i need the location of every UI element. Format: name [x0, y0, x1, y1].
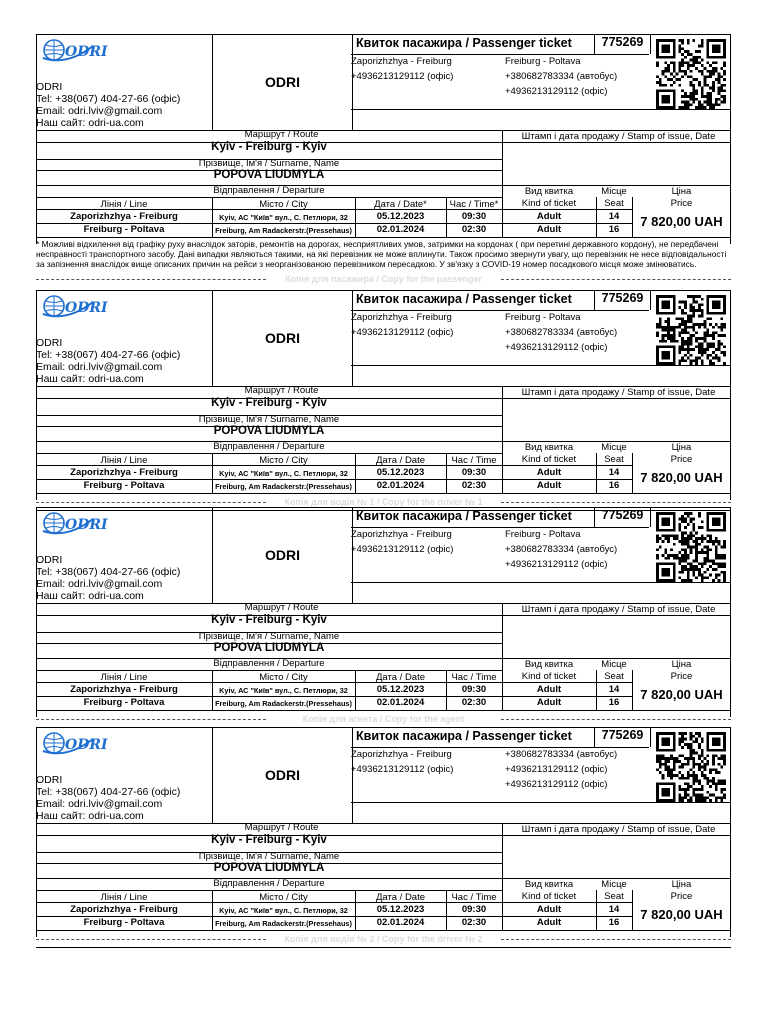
agency-email: Email: odri.lviv@gmail.com — [36, 798, 163, 810]
agency-tel: Tel: +38(067) 404-27-66 (офіс) — [36, 349, 181, 361]
copy-label: Копія для водія № 2 / Copy for the driver № 2 — [284, 934, 483, 944]
route-contact-line: +4936213129112 (офіс) — [351, 764, 454, 775]
header-time: Час / Time — [451, 455, 497, 466]
stamp-label: Штамп і дата продажу / Stamp of issue, Date — [521, 824, 716, 835]
header-price-ua: Ціна — [671, 659, 692, 670]
header-seat-en: Seat — [604, 198, 624, 209]
header-line: Лінія / Line — [100, 892, 148, 903]
agency-site: Наш сайт: odri-ua.com — [36, 373, 144, 385]
header-seat-ua: Місце — [601, 659, 627, 670]
ticket-number: 775269 — [594, 290, 651, 310]
route-contact-line: +4936213129112 (офіс) — [351, 544, 454, 555]
table-bottom-rule — [36, 493, 731, 494]
name-label: Прізвище, Ім'я / Surname, Name — [198, 631, 340, 642]
ticket-price: 7 820,00 UAH — [640, 687, 723, 702]
row-line: Freiburg - Poltava — [83, 224, 165, 235]
ticket-price: 7 820,00 UAH — [640, 470, 723, 485]
row-time: 09:30 — [461, 684, 487, 695]
agency-tel: Tel: +38(067) 404-27-66 (офіс) — [36, 566, 181, 578]
header-seat-ua: Місце — [601, 442, 627, 453]
ticket-header-rule — [351, 802, 731, 803]
agency-name: ODRI — [36, 81, 63, 93]
ticket-copy — [36, 34, 731, 284]
row-seat: 16 — [608, 224, 620, 235]
route-contacts-left — [351, 310, 501, 340]
route-contact-line: Freiburg - Poltava — [505, 56, 581, 67]
qr-code-icon — [656, 39, 726, 109]
passenger-name: POPOVA LIUDMYLA — [213, 169, 325, 181]
header-date: Дата / Date — [375, 455, 426, 466]
row-kind: Adult — [536, 917, 562, 928]
ticket-header — [351, 507, 731, 603]
route-contact-line: +380682783334 (автобус) — [505, 544, 618, 555]
table-header-top-rule — [36, 197, 502, 198]
row-seat: 14 — [608, 211, 620, 222]
ticket-header — [351, 727, 731, 823]
row-time: 09:30 — [461, 211, 487, 222]
agency-contacts — [36, 81, 211, 129]
row-city: Kyiv, АС "Київ" вул., С. Петлюри, 32 — [219, 213, 348, 222]
header-seat-ua: Місце — [601, 186, 627, 197]
header-kind-en: Kind of ticket — [521, 198, 577, 209]
table-bottom-rule — [36, 930, 731, 931]
ticket-copy — [36, 507, 731, 722]
row-date: 05.12.2023 — [376, 904, 425, 915]
agency-name: ODRI — [265, 547, 300, 563]
route-contact-line: +380682783334 (автобус) — [505, 327, 618, 338]
agency-site: Наш сайт: odri-ua.com — [36, 590, 144, 602]
row-city: Freiburg, Am Radackerstr.(Pressehaus) — [215, 919, 352, 928]
table-header-top-rule — [36, 453, 502, 454]
route-contact-line: +4936213129112 (офіс) — [505, 764, 608, 775]
header-price-ua: Ціна — [671, 879, 692, 890]
odri-logo-icon — [41, 292, 108, 322]
header-line: Лінія / Line — [100, 455, 148, 466]
header-kind-ua: Вид квитка — [524, 442, 574, 453]
row-date: 05.12.2023 — [376, 211, 425, 222]
agency-tel: Tel: +38(067) 404-27-66 (офіс) — [36, 786, 181, 798]
cut-line-left — [36, 719, 266, 720]
route-contact-line: +4936213129112 (офіс) — [351, 71, 454, 82]
row-city: Kyiv, АС "Київ" вул., С. Петлюри, 32 — [219, 906, 348, 915]
name-label: Прізвище, Ім'я / Surname, Name — [198, 414, 340, 425]
ticket-price: 7 820,00 UAH — [640, 907, 723, 922]
cut-line-left — [36, 279, 266, 280]
stamp-label: Штамп і дата продажу / Stamp of issue, Date — [521, 387, 716, 398]
row-date: 02.01.2024 — [376, 480, 425, 491]
route-contact-line: +380682783334 (автобус) — [505, 749, 618, 760]
ticket-header — [351, 34, 731, 130]
row-city: Freiburg, Am Radackerstr.(Pressehaus) — [215, 226, 352, 235]
route-value: Kyiv - Freiburg - Kyiv — [211, 834, 327, 846]
row-line: Zaporizhzhya - Freiburg — [70, 684, 178, 695]
agency-email: Email: odri.lviv@gmail.com — [36, 105, 163, 117]
agency-name-box — [212, 727, 353, 823]
row-date: 02.01.2024 — [376, 917, 425, 928]
header-price-ua: Ціна — [671, 186, 692, 197]
copy-label: Копія для водія № 1 / Copy for the driver № 1 — [284, 497, 483, 507]
row-seat: 16 — [608, 917, 620, 928]
row-date: 02.01.2024 — [376, 224, 425, 235]
row-time: 02:30 — [461, 224, 487, 235]
route-contact-line: Zaporizhzhya - Freiburg — [351, 529, 452, 540]
route-contact-line: Freiburg - Poltava — [505, 529, 581, 540]
row-kind: Adult — [536, 684, 562, 695]
row-city: Kyiv, АС "Київ" вул., С. Петлюри, 32 — [219, 469, 348, 478]
row-time: 02:30 — [461, 480, 487, 491]
row-date: 05.12.2023 — [376, 684, 425, 695]
route-contacts-left — [351, 747, 501, 777]
stamp-label: Штамп і дата продажу / Stamp of issue, Date — [521, 131, 716, 142]
header-city: Місто / City — [259, 455, 308, 466]
agency-name: ODRI — [265, 767, 300, 783]
ticket-price: 7 820,00 UAH — [640, 214, 723, 229]
route-contact-line: +4936213129112 (офіс) — [505, 86, 608, 97]
header-time: Час / Time* — [449, 199, 499, 210]
passenger-name: POPOVA LIUDMYLA — [213, 862, 325, 874]
header-time: Час / Time — [451, 672, 497, 683]
header-time: Час / Time — [451, 892, 497, 903]
table-header-upper-rule — [36, 441, 731, 442]
row-line: Freiburg - Poltava — [83, 917, 165, 928]
qr-code-icon — [656, 295, 726, 365]
ticket-header-rule — [351, 365, 731, 366]
route-contacts-left — [351, 54, 501, 84]
ticket-number: 775269 — [594, 507, 651, 527]
cut-line-right — [501, 719, 731, 720]
row-kind: Adult — [536, 904, 562, 915]
ticket-header-rule — [351, 582, 731, 583]
disclaimer-note: * Можливі відхилення від графіку руху внаслідок заторів, ремонтів на дорогах, несприятливих умов, затримки на кордонах ( при перетині державного кордону), не передбачені несправності транспортного засобу. Дані випадки являються такими, на які перевізник не може вплинути. Також просимо звернути увагу, що перевізник не несе відповідальності за запізнення внаслідок вище описаних причин на рейси з неорганізованою перевізником пересадкою. У зв'язку з COVID-19 номер посадкового місця може змінюватись. — [36, 239, 727, 270]
svg-text:ODRI: ODRI — [65, 517, 108, 533]
qr-code-icon — [656, 512, 726, 582]
agency-email: Email: odri.lviv@gmail.com — [36, 361, 163, 373]
table-header-upper-rule — [36, 878, 731, 879]
route-value: Kyiv - Freiburg - Kyiv — [211, 141, 327, 153]
agency-contacts — [36, 774, 211, 822]
ticket-number: 775269 — [594, 34, 651, 54]
copy-bottom-rule — [36, 947, 731, 948]
header-city: Місто / City — [259, 672, 308, 683]
row-time: 09:30 — [461, 467, 487, 478]
row-seat: 14 — [608, 467, 620, 478]
departure-label: Відправлення / Departure — [213, 658, 325, 669]
row-kind: Adult — [536, 224, 562, 235]
header-kind-en: Kind of ticket — [521, 671, 577, 682]
ticket-title: Квиток пасажира / Passenger ticket — [356, 509, 572, 523]
header-price-en: Price — [670, 891, 693, 902]
row-line: Freiburg - Poltava — [83, 480, 165, 491]
copy-label: Копія для пасажира / Copy for the passenger — [285, 274, 482, 284]
odri-logo-icon — [41, 729, 108, 759]
route-contact-line: Zaporizhzhya - Freiburg — [351, 56, 452, 67]
row-city: Freiburg, Am Radackerstr.(Pressehaus) — [215, 699, 352, 708]
route-contacts-right — [505, 527, 655, 572]
ticket-title: Квиток пасажира / Passenger ticket — [356, 292, 572, 306]
row-seat: 16 — [608, 480, 620, 491]
header-line: Лінія / Line — [100, 199, 148, 210]
header-price-en: Price — [670, 198, 693, 209]
agency-email: Email: odri.lviv@gmail.com — [36, 578, 163, 590]
header-seat-en: Seat — [604, 454, 624, 465]
header-price-en: Price — [670, 671, 693, 682]
row-time: 02:30 — [461, 697, 487, 708]
cut-line-right — [501, 279, 731, 280]
table-header-bottom-rule — [36, 682, 632, 683]
ticket-header — [351, 290, 731, 386]
route-contact-line: +4936213129112 (офіс) — [505, 342, 608, 353]
route-value: Kyiv - Freiburg - Kyiv — [211, 614, 327, 626]
route-contact-line: Zaporizhzhya - Freiburg — [351, 749, 452, 760]
departure-label: Відправлення / Departure — [213, 441, 325, 452]
row-seat: 14 — [608, 904, 620, 915]
ticket-header-rule — [351, 109, 731, 110]
route-contacts-right — [505, 54, 655, 99]
route-value: Kyiv - Freiburg - Kyiv — [211, 397, 327, 409]
agency-contacts — [36, 554, 211, 602]
header-seat-en: Seat — [604, 671, 624, 682]
table-bottom-rule — [36, 237, 731, 238]
name-label: Прізвище, Ім'я / Surname, Name — [198, 851, 340, 862]
route-label: Маршрут / Route — [244, 129, 319, 140]
header-price-ua: Ціна — [671, 442, 692, 453]
svg-text:ODRI: ODRI — [65, 737, 108, 753]
row-kind: Adult — [536, 480, 562, 491]
row-date: 02.01.2024 — [376, 697, 425, 708]
route-contact-line: +4936213129112 (офіс) — [505, 559, 608, 570]
table-header-bottom-rule — [36, 902, 632, 903]
row-kind: Adult — [536, 467, 562, 478]
agency-site: Наш сайт: odri-ua.com — [36, 117, 144, 129]
copy-label: Копія для агента / Copy for the agent — [302, 714, 465, 724]
route-contact-line: Zaporizhzhya - Freiburg — [351, 312, 452, 323]
row-kind: Adult — [536, 697, 562, 708]
table-header-bottom-rule — [36, 465, 632, 466]
ticket-title: Квиток пасажира / Passenger ticket — [356, 36, 572, 50]
qr-code-icon — [656, 732, 726, 802]
header-line: Лінія / Line — [100, 672, 148, 683]
passenger-name: POPOVA LIUDMYLA — [213, 642, 325, 654]
ticket-copy — [36, 727, 731, 942]
cut-line-right — [501, 939, 731, 940]
route-label: Маршрут / Route — [244, 602, 319, 613]
header-kind-en: Kind of ticket — [521, 891, 577, 902]
row-seat: 16 — [608, 697, 620, 708]
row-line: Zaporizhzhya - Freiburg — [70, 467, 178, 478]
route-label: Маршрут / Route — [244, 822, 319, 833]
header-city: Місто / City — [259, 199, 308, 210]
cut-line-right — [501, 502, 731, 503]
table-bottom-rule — [36, 710, 731, 711]
table-header-upper-rule — [36, 185, 731, 186]
agency-name: ODRI — [36, 337, 63, 349]
header-date: Дата / Date — [375, 672, 426, 683]
header-kind-en: Kind of ticket — [521, 454, 577, 465]
route-contact-line: +4936213129112 (офіс) — [505, 779, 608, 790]
row-time: 02:30 — [461, 917, 487, 928]
name-label: Прізвище, Ім'я / Surname, Name — [198, 158, 340, 169]
row-date: 05.12.2023 — [376, 467, 425, 478]
header-date: Дата / Date — [375, 892, 426, 903]
agency-site: Наш сайт: odri-ua.com — [36, 810, 144, 822]
departure-label: Відправлення / Departure — [213, 878, 325, 889]
agency-name: ODRI — [265, 74, 300, 90]
svg-text:ODRI: ODRI — [65, 300, 108, 316]
cut-line-left — [36, 939, 266, 940]
row-line: Freiburg - Poltava — [83, 697, 165, 708]
row-line: Zaporizhzhya - Freiburg — [70, 904, 178, 915]
row-kind: Adult — [536, 211, 562, 222]
cut-line-left — [36, 502, 266, 503]
table-header-bottom-rule — [36, 209, 632, 210]
header-date: Дата / Date* — [374, 199, 427, 210]
svg-text:ODRI: ODRI — [65, 44, 108, 60]
header-city: Місто / City — [259, 892, 308, 903]
row-line: Zaporizhzhya - Freiburg — [70, 211, 178, 222]
ticket-title: Квиток пасажира / Passenger ticket — [356, 729, 572, 743]
odri-logo-icon — [41, 509, 108, 539]
stamp-label: Штамп і дата продажу / Stamp of issue, Date — [521, 604, 716, 615]
route-contact-line: +4936213129112 (офіс) — [351, 327, 454, 338]
row-city: Kyiv, АС "Київ" вул., С. Петлюри, 32 — [219, 686, 348, 695]
header-seat-ua: Місце — [601, 879, 627, 890]
header-kind-ua: Вид квитка — [524, 659, 574, 670]
header-kind-ua: Вид квитка — [524, 186, 574, 197]
header-seat-en: Seat — [604, 891, 624, 902]
table-header-top-rule — [36, 670, 502, 671]
row-time: 09:30 — [461, 904, 487, 915]
agency-name: ODRI — [36, 774, 63, 786]
agency-name-box — [212, 507, 353, 603]
route-contact-line: +380682783334 (автобус) — [505, 71, 618, 82]
route-label: Маршрут / Route — [244, 385, 319, 396]
agency-name-box — [212, 290, 353, 386]
header-price-en: Price — [670, 454, 693, 465]
table-header-upper-rule — [36, 658, 731, 659]
odri-logo-icon — [41, 36, 108, 66]
agency-tel: Tel: +38(067) 404-27-66 (офіс) — [36, 93, 181, 105]
agency-name-box — [212, 34, 353, 130]
ticket-copy — [36, 290, 731, 505]
ticket-number: 775269 — [594, 727, 651, 747]
agency-contacts — [36, 337, 211, 385]
route-contact-line: Freiburg - Poltava — [505, 312, 581, 323]
route-contacts-right — [505, 310, 655, 355]
row-seat: 14 — [608, 684, 620, 695]
header-kind-ua: Вид квитка — [524, 879, 574, 890]
route-contacts-left — [351, 527, 501, 557]
route-contacts-right — [505, 747, 655, 792]
agency-name: ODRI — [36, 554, 63, 566]
agency-name: ODRI — [265, 330, 300, 346]
table-header-top-rule — [36, 890, 502, 891]
row-city: Freiburg, Am Radackerstr.(Pressehaus) — [215, 482, 352, 491]
departure-label: Відправлення / Departure — [213, 185, 325, 196]
passenger-name: POPOVA LIUDMYLA — [213, 425, 325, 437]
